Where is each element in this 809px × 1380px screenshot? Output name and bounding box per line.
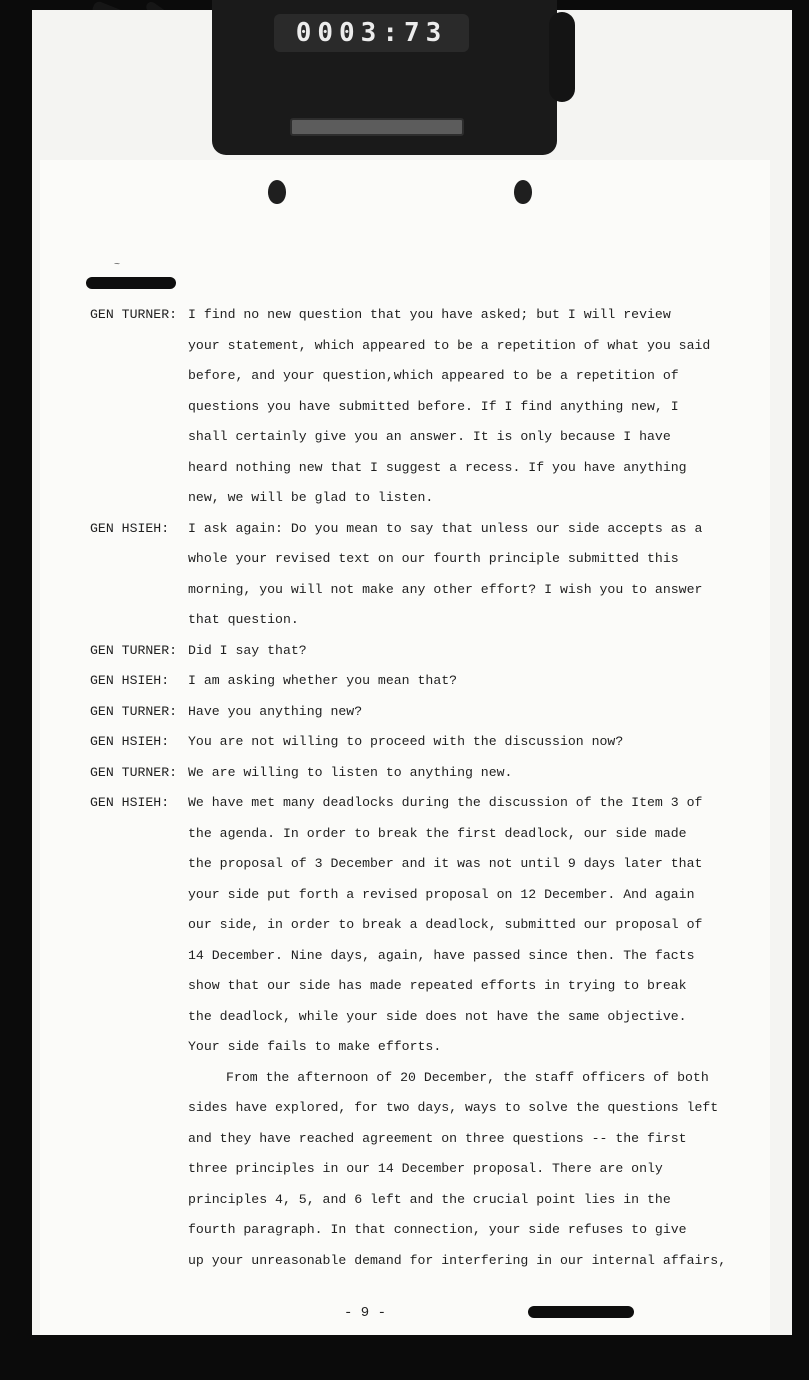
speech-line: principles 4, 5, and 6 left and the crucial point lies in the xyxy=(188,1191,671,1207)
speech-text xyxy=(188,1063,730,1277)
speaker-label: GEN HSIEH: xyxy=(90,673,170,688)
punch-hole-left xyxy=(268,180,286,204)
speech-line: fourth paragraph. In that connection, your side refuses to give xyxy=(188,1222,687,1237)
speech-line: before, and your question,which appeared to be a repetition of xyxy=(188,368,679,383)
redaction-bar-top xyxy=(86,277,176,289)
speech-line: new, we will be glad to listen. xyxy=(188,490,434,505)
speech-line: your side put forth a revised proposal on 12 December. And again xyxy=(188,886,695,902)
speech-line: that question. xyxy=(188,612,299,627)
speech-text xyxy=(188,636,730,667)
speech-line: 14 December. Nine days, again, have passed since then. The facts xyxy=(188,947,695,963)
transcript xyxy=(90,300,730,1276)
counter-slot xyxy=(290,118,464,136)
speech-line: I am asking whether you mean that? xyxy=(188,673,458,688)
speech-text xyxy=(188,788,730,1063)
transcript-entry xyxy=(90,636,730,667)
counter-digits: 0003:73 xyxy=(295,18,448,48)
speech-line: I ask again: Do you mean to say that unless our side accepts as a xyxy=(188,520,703,536)
speech-text xyxy=(188,514,730,636)
speech-line: the deadlock, while your side does not have the same objective. xyxy=(188,1008,687,1024)
faint-mark: ~ xyxy=(114,260,121,271)
speech-line: We have met many deadlocks during the discussion of the Item 3 of xyxy=(188,795,703,810)
transcript-entry xyxy=(90,697,730,728)
speaker-label: GEN TURNER: xyxy=(90,703,178,719)
transcript-entry xyxy=(90,758,730,789)
speaker-label: GEN HSIEH: xyxy=(90,795,170,810)
speech-line: your statement, which appeared to be a repetition of what you said xyxy=(188,337,711,353)
speech-text xyxy=(188,758,730,789)
speech-line: We are willing to listen to anything new. xyxy=(188,764,513,780)
speaker-label: GEN HSIEH: xyxy=(90,734,170,749)
speaker-label: GEN TURNER: xyxy=(90,642,178,658)
speech-line: I find no new question that you have asked; but I will review xyxy=(188,307,671,322)
speech-line: From the afternoon of 20 December, the staff officers of both xyxy=(226,1069,709,1085)
speech-line: questions you have submitted before. If I find anything new, I xyxy=(188,398,679,414)
speech-line: morning, you will not make any other effort? I wish you to answer xyxy=(188,581,703,597)
speech-line: You are not willing to proceed with the discussion now? xyxy=(188,734,624,749)
speech-line: shall certainly give you an answer. It is only because I have xyxy=(188,429,671,444)
speech-text xyxy=(188,727,730,758)
speaker-label: GEN HSIEH: xyxy=(90,520,170,536)
speech-line: Did I say that? xyxy=(188,642,307,658)
transcript-entry xyxy=(90,300,730,514)
speech-line: our side, in order to break a deadlock, submitted our proposal of xyxy=(188,917,703,932)
punch-hole-right xyxy=(514,180,532,204)
speech-line: three principles in our 14 December proposal. There are only xyxy=(188,1161,663,1176)
transcript-entry xyxy=(90,1063,730,1277)
redaction-bar-bottom xyxy=(528,1306,634,1318)
speech-line: heard nothing new that I suggest a recess. If you have anything xyxy=(188,459,687,475)
speaker-label xyxy=(90,1063,188,1277)
speech-text xyxy=(188,697,730,728)
speech-line: and they have reached agreement on three questions -- the first xyxy=(188,1130,687,1146)
counter-display xyxy=(274,14,469,52)
speech-line: Have you anything new? xyxy=(188,703,363,719)
counter-knob xyxy=(549,12,575,102)
speaker-label: GEN TURNER: xyxy=(90,764,178,780)
speech-line: sides have explored, for two days, ways to solve the questions left xyxy=(188,1100,719,1115)
speech-line: up your unreasonable demand for interfering in our internal affairs, xyxy=(188,1252,727,1268)
speech-text xyxy=(188,666,730,697)
transcript-entry xyxy=(90,514,730,636)
transcript-entry xyxy=(90,666,730,697)
transcript-entry xyxy=(90,788,730,1063)
frame-counter xyxy=(212,0,557,155)
speech-line: show that our side has made repeated efforts in trying to break xyxy=(188,978,687,993)
speech-line: the agenda. In order to break the first deadlock, our side made xyxy=(188,825,687,841)
page-number: - 9 - xyxy=(344,1305,387,1321)
speech-line: the proposal of 3 December and it was not until 9 days later that xyxy=(188,856,703,871)
speech-text xyxy=(188,300,730,514)
transcript-entry xyxy=(90,727,730,758)
speech-line: Your side fails to make efforts. xyxy=(188,1039,442,1054)
speech-line: whole your revised text on our fourth principle submitted this xyxy=(188,551,679,566)
speaker-label: GEN TURNER: xyxy=(90,307,178,322)
